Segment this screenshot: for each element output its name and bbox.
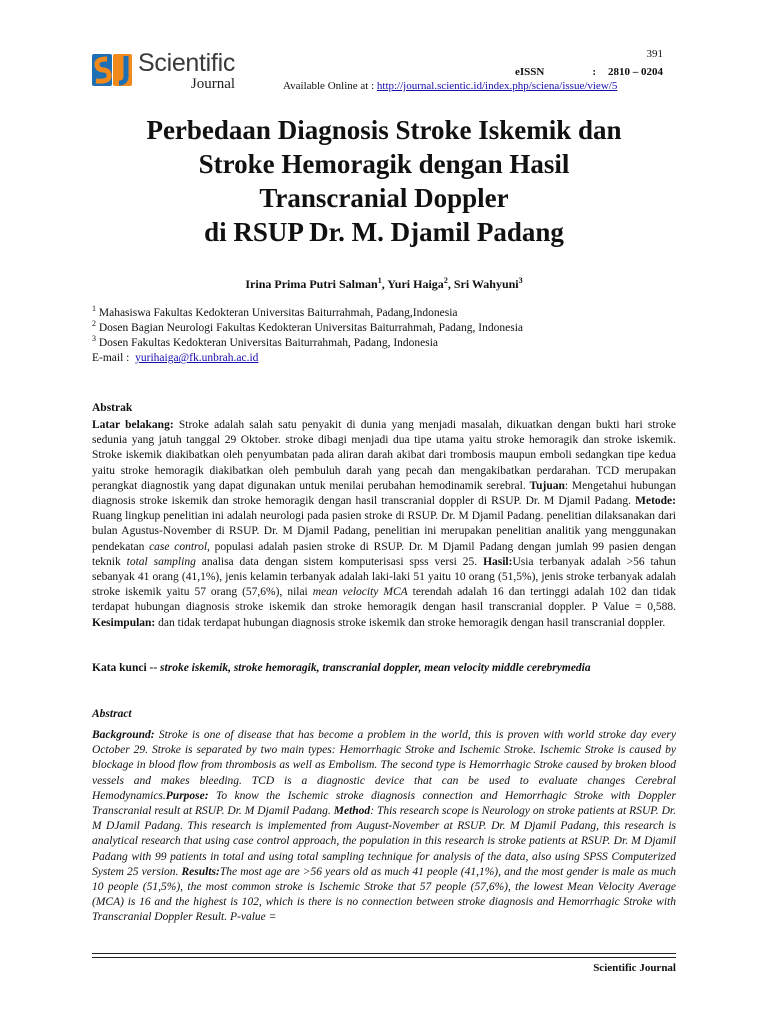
author-sup: 2 xyxy=(443,276,448,285)
affiliation-item xyxy=(92,336,523,351)
author-name: Irina Prima Putri Salman xyxy=(245,277,378,291)
title-line: Stroke Hemoragik dengan Hasil xyxy=(198,149,570,179)
email-link[interactable]: yurihaiga@fk.unbrah.ac.id xyxy=(135,352,259,364)
kesimpulan-text: dan tidak terdapat hubungan diagnosis stroke iskemik dan stroke hemoragik dengan hasil transcranial doppler. xyxy=(155,616,666,629)
title-line: di RSUP Dr. M. Djamil Padang xyxy=(204,217,564,247)
metode-italic: total sampling xyxy=(126,555,196,568)
metode-italic: case control xyxy=(149,540,208,553)
purpose-text: To know the Ischemic stroke diagnosis connection and Hemorrhagic Stroke with Doppler Transcranial result at RSUP. Dr. M Djamil Padang. xyxy=(92,789,676,818)
tujuan-text: : Mengetahui hubungan diagnosis stroke iskemik dan stroke hemoragik dengan hasil transcranial doppler di RSUP. Dr. M Djamil Padang. xyxy=(92,479,677,508)
eissn-label: eISSN xyxy=(515,66,545,78)
kesimpulan-label: Kesimpulan: xyxy=(92,616,156,629)
affiliation-sup: 2 xyxy=(92,319,96,329)
page-number: 391 xyxy=(646,48,663,60)
affiliation-sup: 3 xyxy=(92,334,96,344)
metode-text: , populasi adalah pasien stroke di RSUP. Dr. M Djamil Padang dengan jumlah 99 pasien dengan teknik xyxy=(92,540,676,568)
footer-divider-thin xyxy=(92,957,676,958)
method-label: Method xyxy=(333,805,371,818)
affiliation-sup: 1 xyxy=(92,304,96,314)
method-text: : This research scope is Neurology on stroke patients at RSUP. Dr. M DJamil Padang. This research is implemented from August-November at RSUP. Dr. M Djamil Padang, this research is analytical research that using case control approach, the population in this research is stroke patients at RSUP. Dr. M Djamil Padang with 99 patients in total and using total sampling technique for analysis of the data, also using SPSS Computerized System 25 version. xyxy=(92,805,676,878)
latar-label: Latar belakang: xyxy=(92,419,174,431)
abstract-paragraph xyxy=(92,728,676,926)
available-online xyxy=(283,80,617,92)
affiliations xyxy=(92,306,523,366)
hasil-text: Usia terbanyak adalah >56 tahun sebanyak 41 orang (41,1%), jenis kelamin terbanyak adalah laki-laki 51 yaitu 10 orang (51,5%), jenis stroke terbanyak adalah stroke iskemik yaitu 57 orang (57,6%), nilai xyxy=(92,555,677,599)
abstract-heading: Abstract xyxy=(92,708,132,720)
hasil-text: terendah adalah 16 dan tertinggi adalah 102 dan tidak terdapat hubungan diagnosis stroke iskemik dan stroke hemoragik dengan hasil transcranial doppler. P Value = 0,588. xyxy=(92,586,676,614)
keywords-text: stroke iskemik, stroke hemoragik, transcranial doppler, mean velocity middle cerebrymedia xyxy=(157,662,591,674)
author-name: , Sri Wahyuni xyxy=(447,277,519,291)
online-label: Available Online at : xyxy=(283,80,375,92)
journal-logo[interactable] xyxy=(92,50,235,91)
affiliation-item xyxy=(92,306,523,321)
purpose-label: Purpose: xyxy=(165,789,209,802)
results-text: The most age are >56 years old as much 41 people (41,1%), and the most gender is male as much 10 people (51,5%), the most common stroke is Ischemic Stroke that 57 people (57,6%), the lowest Mean Velocity Average (MCA) is 16 and the highest is 102, which is there is no connection between stroke diagnosis and Hemorrhagic Stroke with Transcranial Doppler Result. P-value = xyxy=(92,865,676,924)
affiliation-text: Dosen Fakultas Kedokteran Universitas Baiturrahmah, Padang, Indonesia xyxy=(98,337,439,349)
results-label: Results: xyxy=(181,865,220,878)
background-label: Background: xyxy=(92,729,155,741)
footer-journal-name: Scientific Journal xyxy=(593,962,676,974)
eissn-value: 2810 – 0204 xyxy=(608,66,664,78)
affiliation-text: Mahasiswa Fakultas Kedokteran Universitas Baiturrahmah, Padang,Indonesia xyxy=(98,307,458,319)
background-text: Stroke is one of disease that has become a problem in the world, this is proven with world stroke day every October 29. Stroke is separated by two main types: Hemorrhagic Stroke and Ischemic Stroke. Ischemic Stroke is caused by blockage in blood flow from thrombosis as well as Embolism. The second type is Hemorrhagic Stroke caused by broken blood vessels and makes bleeding. TCD is a diagnostic device that can be used to evaluate changes Cerebral Hemodynamics. xyxy=(92,729,676,802)
email-label: E-mail : xyxy=(92,352,130,364)
metode-text: analisa data dengan sistem komputerisasi spss versi 25. xyxy=(195,555,478,568)
metode-label: Metode: xyxy=(635,495,676,508)
hasil-label: Hasil: xyxy=(483,555,513,568)
author-sup: 1 xyxy=(377,276,382,285)
article-title xyxy=(60,113,708,249)
eissn-separator: : xyxy=(592,66,597,78)
title-line: Perbedaan Diagnosis Stroke Iskemik dan xyxy=(146,115,622,145)
latar-text: Stroke adalah salah satu penyakit di dunia yang menjadi masalah, dikuatkan dengan bukti hari stroke sedunia yang jatuh tanggal 29 Oktober. stroke dibagi menjadi dua tipe utama yaitu stroke hemoragik dan stroke iskemik. Stroke iskemik diakibatkan oleh penyumbatan pada aliran darah akibat dari trombosis maupun emboli sedangkan tipe kedua yaitu stroke hemoragik diakibatkan oleh pembuluh darah yang pecah dan mengakibatkan perdarahan. TCD merupakan perangkat diagnostik yang dapat digunakan untuk menilai perubahan hemodinamik serebral. xyxy=(92,419,676,492)
logo-title: Scientific xyxy=(138,49,236,77)
abstrak-heading: Abstrak xyxy=(92,402,133,414)
affiliation-text: Dosen Bagian Neurologi Fakultas Kedokteran Universitas Baiturrahmah, Padang, Indonesia xyxy=(98,322,523,334)
sj-logo-icon xyxy=(92,50,134,88)
author-list xyxy=(0,277,768,292)
keywords-label: Kata kunci -- xyxy=(92,662,158,674)
abstrak-paragraph xyxy=(92,418,676,631)
author-sup: 3 xyxy=(518,276,523,285)
title-line: Transcranial Doppler xyxy=(259,183,509,213)
eissn-line xyxy=(515,66,663,78)
metode-text: Ruang lingkup penelitian ini adalah neurologi pada pasien stroke di RSUP. Dr. M Djamil Padang. penelitian dilaksanakan dari bulan Agustus-November di RSUP. Dr. M Djamil Padang, penelitian ini merupakan penelitian analitik yang menggunakan pendekatan xyxy=(92,510,676,553)
tujuan-label: Tujuan xyxy=(529,479,565,492)
logo-subtitle: Journal xyxy=(190,76,236,92)
footer-divider xyxy=(92,953,676,954)
keywords-line xyxy=(92,662,591,674)
email-line xyxy=(92,351,523,366)
author-name: , Yuri Haiga xyxy=(381,277,444,291)
affiliation-item xyxy=(92,321,523,336)
hasil-italic: mean velocity MCA xyxy=(312,586,408,599)
journal-url-link[interactable]: http://journal.scientic.id/index.php/sciena/issue/view/5 xyxy=(376,80,618,92)
